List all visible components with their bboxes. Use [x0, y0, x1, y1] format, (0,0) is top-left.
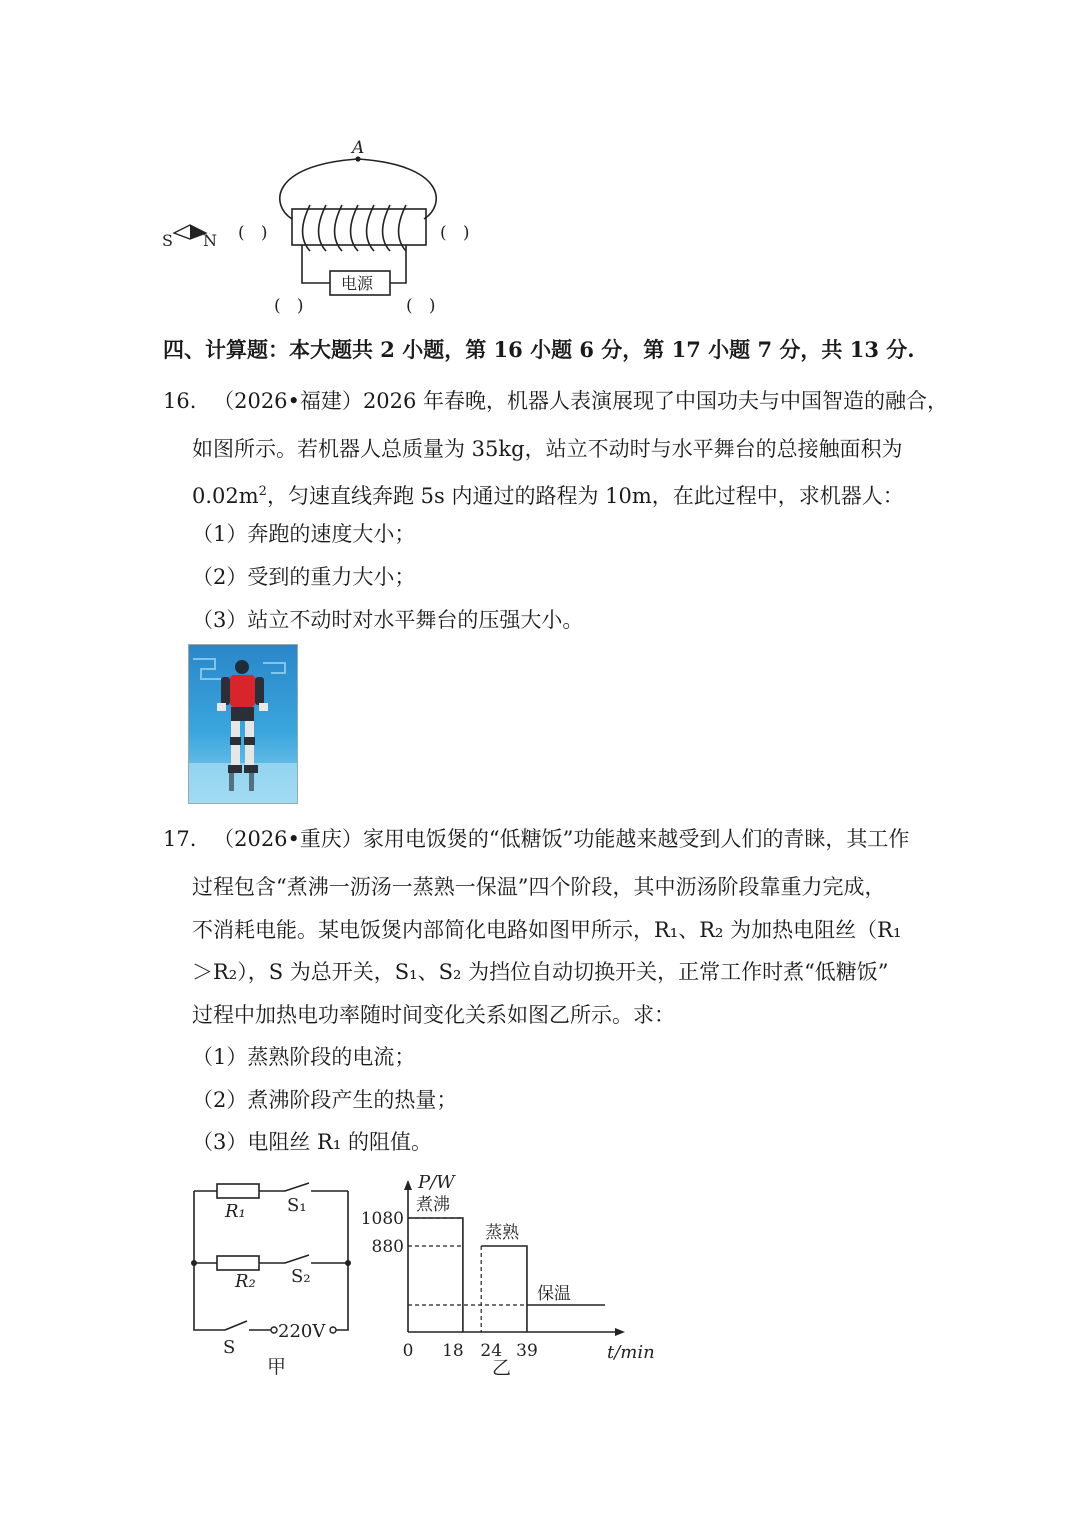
stage-line	[408, 1218, 463, 1332]
y-axis-label: P/W	[418, 1172, 455, 1193]
stage-label: 煮沸	[416, 1195, 450, 1215]
chart-caption: 乙	[492, 1357, 512, 1379]
q16-area-value: 0.02m	[192, 484, 259, 508]
q17-sub1: （1）蒸熟阶段的电流；	[192, 1045, 416, 1069]
blank-left: ( )	[238, 223, 268, 243]
q16-line1	[163, 387, 948, 415]
x-axis-arrow-icon	[615, 1328, 625, 1336]
coil	[303, 205, 407, 251]
x-axis-label: t/min	[607, 1342, 655, 1363]
x-tick-label: 39	[516, 1341, 538, 1361]
x-tick-label: 0	[402, 1341, 414, 1361]
q17-line2: 过程包含“煮沸一沥汤一蒸熟一保温”四个阶段，其中沥汤阶段靠重力完成，	[192, 875, 886, 899]
y-tick-label: 1080	[360, 1209, 404, 1229]
q16-sub2: （2）受到的重力大小；	[192, 565, 416, 589]
q17-line5: 过程中加热电功率随时间变化关系如图乙所示。求：	[192, 1003, 675, 1027]
q17-line4: ＞R₂），S 为总开关，S₁、S₂ 为挡位自动切换开关，正常工作时煮“低糖饭”	[192, 960, 889, 984]
q17-line1-text: 家用电饭煲的“低糖饭”功能越来越受到人们的青睐，其工作	[362, 827, 910, 851]
compass-s-label: S	[162, 231, 173, 250]
q17-line3: 不消耗电能。某电饭煲内部简化电路如图甲所示，R₁、R₂ 为加热电阻丝（R₁	[192, 918, 902, 942]
q16-area-exponent: 2	[258, 484, 267, 499]
x-tick-label: 18	[442, 1341, 464, 1361]
circuit-caption: 甲	[267, 1356, 287, 1378]
compass-needle-icon	[174, 225, 206, 239]
r1-resistor	[217, 1184, 259, 1198]
power-time-chart	[360, 1172, 660, 1382]
q17-line1	[163, 825, 909, 853]
compass-n-label: N	[203, 231, 217, 250]
power-label: 电源	[341, 274, 374, 293]
q16-line3-text: ，匀速直线奔跑 5s 内通过的路程为 10m，在此过程中，求机器人：	[266, 484, 904, 508]
r2-resistor	[217, 1256, 259, 1270]
r2-label: R₂	[235, 1271, 256, 1292]
q16-sub3: （3）站立不动时对水平舞台的压强大小。	[192, 608, 584, 632]
q16-line3	[192, 478, 904, 510]
q16-line1-text: 2026 年春晚，机器人表演展现了中国功夫与中国智造的融合，	[362, 389, 949, 413]
q17-sub2: （2）煮沸阶段产生的热量；	[192, 1088, 458, 1112]
point-a-label: A	[352, 138, 365, 158]
r1-label: R₁	[225, 1201, 246, 1222]
q17-number: 17.	[163, 827, 197, 851]
blank-bottom-right: ( )	[406, 296, 436, 316]
q17-sub3: （3）电阻丝 R₁ 的阻值。	[192, 1130, 432, 1154]
voltage-label: 220V	[278, 1321, 326, 1342]
robot-photo	[188, 644, 298, 804]
y-tick-label: 880	[371, 1237, 404, 1257]
solenoid-figure	[150, 135, 500, 320]
outer-wire	[280, 159, 436, 219]
section-title: 四、计算题：本大题共 2 小题，第 16 小题 6 分，第 17 小题 7 分，共 13 分.	[163, 337, 915, 362]
y-axis-arrow-icon	[404, 1180, 412, 1190]
q16-line2: 如图所示。若机器人总质量为 35kg，站立不动时与水平舞台的总接触面积为	[192, 437, 903, 461]
stage-line	[481, 1246, 527, 1332]
x-tick-label: 24	[480, 1341, 503, 1361]
s1-label: S₁	[287, 1195, 307, 1216]
s2-label: S₂	[291, 1266, 311, 1287]
circuit-diagram	[185, 1175, 375, 1385]
iron-core	[292, 209, 426, 245]
blank-bottom-left: ( )	[274, 296, 304, 316]
blank-right: ( )	[440, 223, 470, 243]
q16-sub1: （1）奔跑的速度大小；	[192, 522, 416, 546]
q17-source: （2026•重庆）	[213, 827, 363, 851]
stage-label: 保温	[536, 1284, 571, 1304]
q16-number: 16.	[163, 389, 197, 413]
s-label: S	[223, 1337, 236, 1358]
stage-label: 蒸熟	[485, 1223, 520, 1243]
q16-source: （2026•福建）	[213, 389, 363, 413]
